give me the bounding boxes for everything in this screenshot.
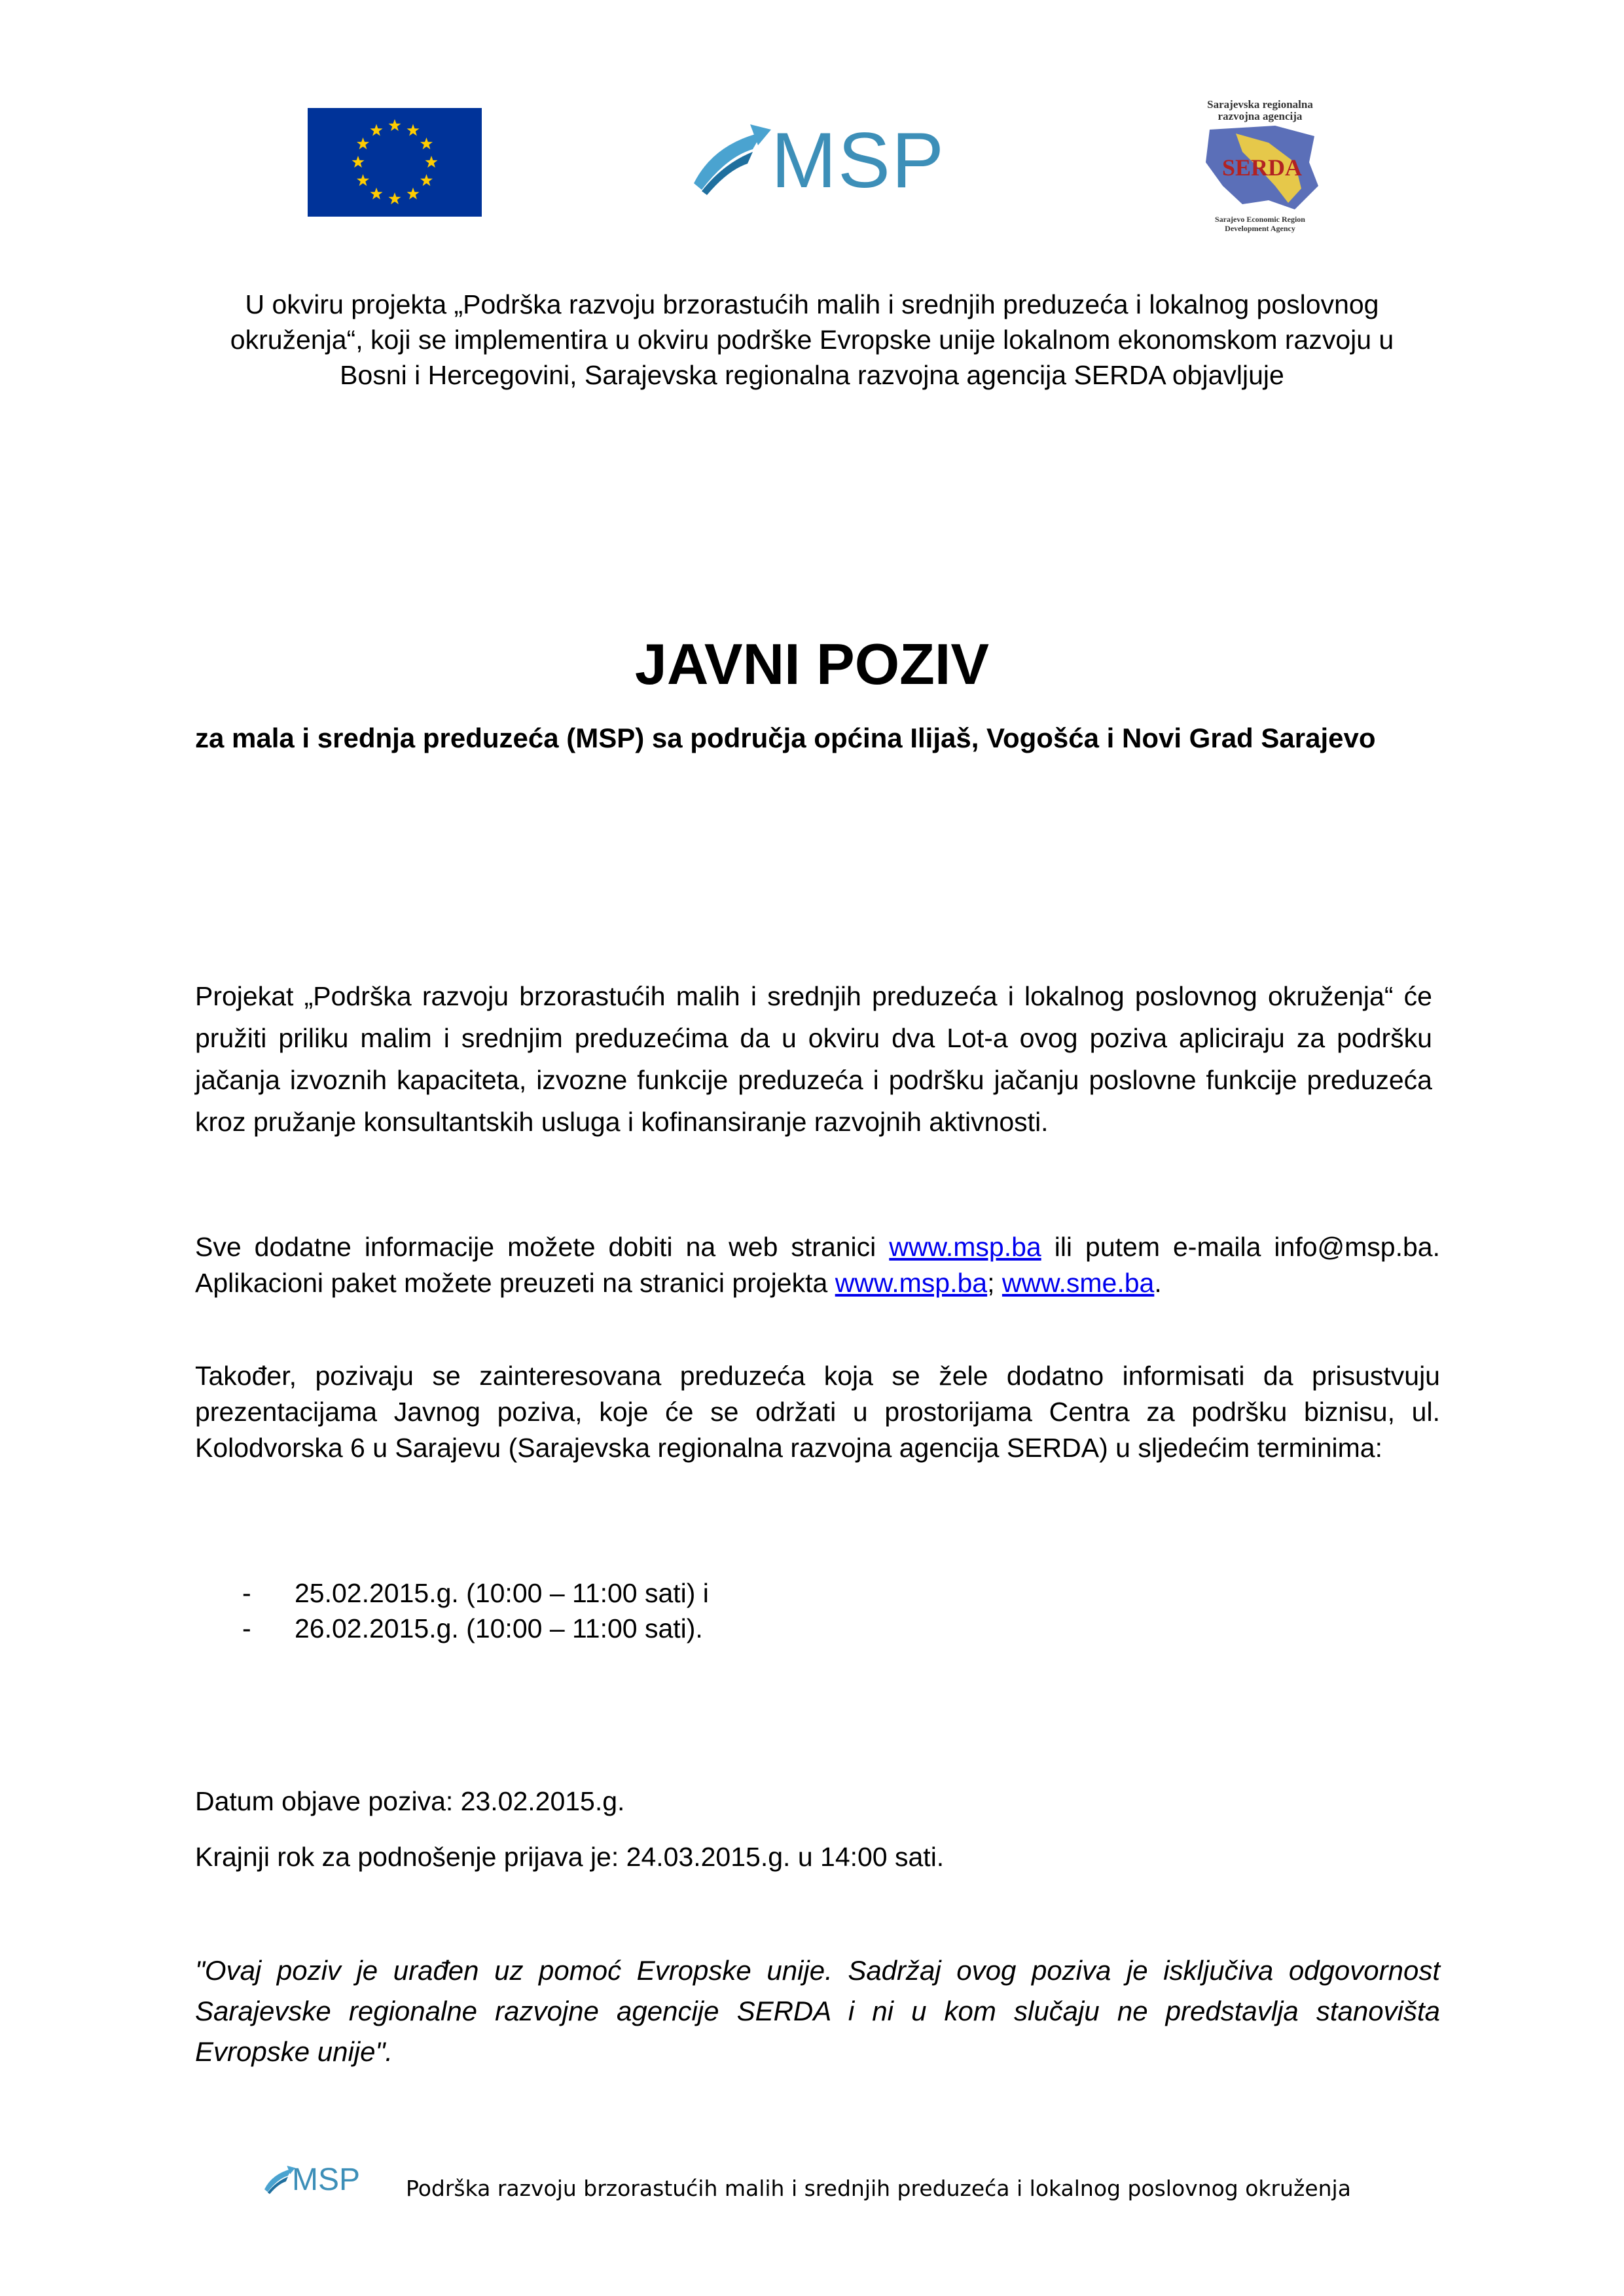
msp-logo-text: MSP: [771, 117, 946, 204]
serda-logo-line4: Development Agency: [1225, 224, 1295, 233]
contact-info-paragraph: [195, 1229, 1440, 1301]
serda-logo: [1191, 98, 1329, 233]
footer-msp-logo: [262, 2163, 367, 2197]
presentation-date: 26.02.2015.g. (10:00 – 11:00 sati).: [295, 1613, 703, 1643]
msp-logo: [687, 118, 956, 203]
msp-project-link[interactable]: www.msp.ba: [835, 1268, 988, 1298]
serda-logo-line1: Sarajevska regionalna: [1207, 98, 1313, 111]
document-title: JAVNI POZIV: [634, 632, 990, 696]
contact-text-part4: .: [1154, 1268, 1162, 1298]
list-item: [242, 1575, 1224, 1611]
document-subtitle: za mala i srednja preduzeća (MSP) sa područja općina Ilijaš, Vogošća i Novi Grad Sarajevo: [195, 723, 1376, 753]
eu-flag-logo: [308, 108, 482, 217]
publication-date: Datum objave poziva: 23.02.2015.g.: [195, 1786, 625, 1816]
presentation-date: 25.02.2015.g. (10:00 – 11:00 sati) i: [295, 1578, 709, 1608]
eu-disclaimer: "Ovaj poziv je urađen uz pomoć Evropske unije. Sadržaj ovog poziva je isključiva odgovornost Sarajevske regionalne razvojne agencije SERDA i ni u kom slučaju ne predstavlja stanovišta Evropske unije".: [195, 1955, 1440, 2067]
presentation-dates-list: [242, 1575, 1224, 1646]
footer-msp-logo-text: MSP: [292, 2162, 361, 2197]
serda-logo-name: SERDA: [1221, 154, 1303, 181]
sme-website-link[interactable]: www.sme.ba: [1001, 1268, 1155, 1298]
contact-text-part2: ili putem e-maila info@msp.ba. Aplikacioni paket možete preuzeti na stranici projekta: [195, 1232, 1440, 1298]
list-item: [242, 1611, 1224, 1646]
contact-text-part1: Sve dodatne informacije možete dobiti na web stranici: [195, 1232, 890, 1262]
intro-paragraph: U okviru projekta „Podrška razvoju brzorastućih malih i srednjih preduzeća i lokalnog poslovnog okruženja“, koji se implementira u okviru podrške Evropske unije lokalnom ekonomskom razvoju u Bosni i Hercegovini, Sarajevska regionalna razvojna agencija SERDA objavljuje: [230, 289, 1394, 390]
serda-logo-line3: Sarajevo Economic Region: [1215, 215, 1305, 224]
list-dash: -: [242, 1613, 251, 1643]
contact-text-part3: ;: [987, 1268, 1002, 1298]
footer-text: Podrška razvoju brzorastućih malih i srednjih preduzeća i lokalnog poslovnog okruženja: [406, 2176, 1351, 2201]
msp-website-link[interactable]: www.msp.ba: [889, 1232, 1041, 1262]
presentation-invitation-paragraph: Također, pozivaju se zainteresovana preduzeća koja se žele dodatno informisati da prisustvuju prezentacijama Javnog poziva, koje će se održati u prostorijama Centra za podršku biznisu, ul. Kolodvorska 6 u Sarajevu (Sarajevska regionalna razvojna agencija SERDA) u sljedećim terminima:: [195, 1361, 1440, 1463]
project-description-paragraph: Projekat „Podrška razvoju brzorastućih malih i srednjih preduzeća i lokalnog poslovnog okruženja“ će pružiti priliku malim i srednjim preduzećima da u okviru dva Lot-a ovog poziva apliciraju za podršku jačanja izvoznih kapaciteta, izvozne funkcije preduzeća i podršku jačanju poslovne funkcije preduzeća kroz pružanje konsultantskih usluga i kofinansiranje razvojnih aktivnosti.: [195, 981, 1432, 1137]
list-dash: -: [242, 1578, 251, 1608]
serda-logo-line2: razvojna agencija: [1218, 110, 1303, 122]
application-deadline: Krajnji rok za podnošenje prijava je: 24.03.2015.g. u 14:00 sati.: [195, 1842, 945, 1872]
